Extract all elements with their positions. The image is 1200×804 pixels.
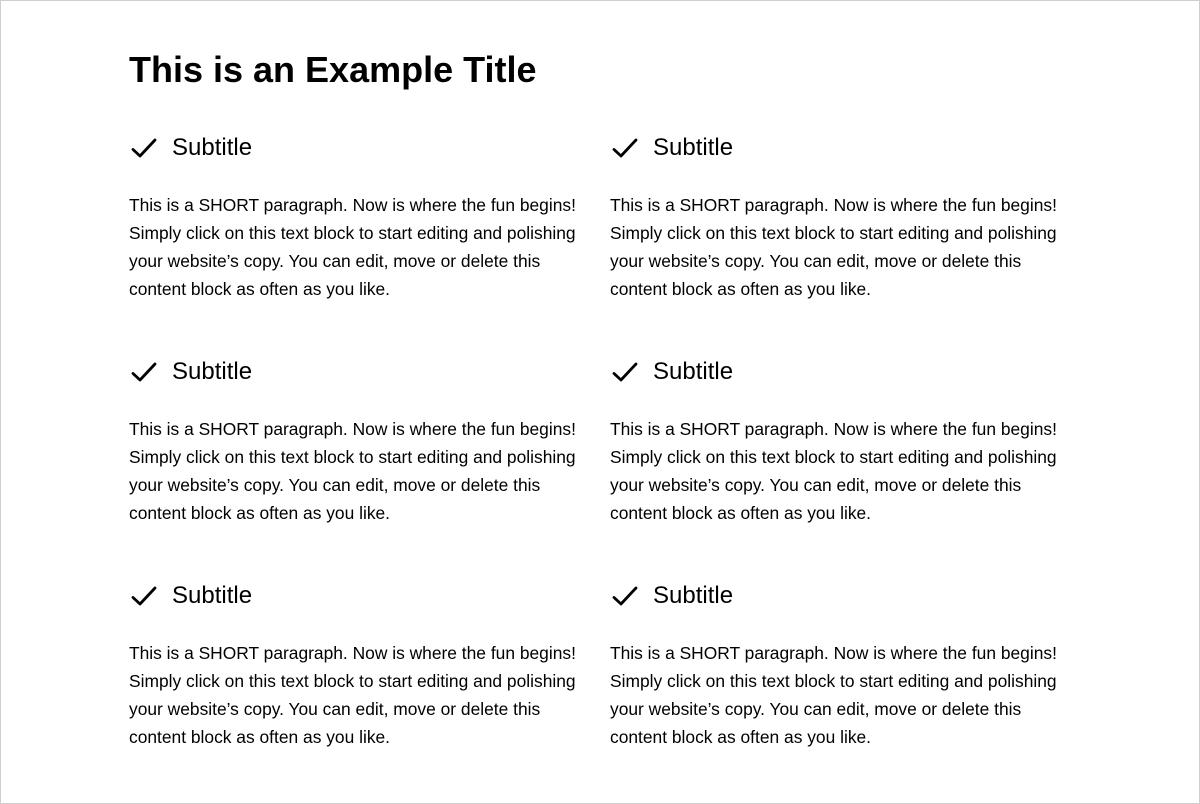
feature-item [610,576,1069,751]
check-icon [612,585,638,607]
feature-subtitle: Subtitle [172,134,253,161]
feature-subtitle: Subtitle [653,358,734,385]
feature-header [610,576,1069,616]
feature-paragraph: This is a SHORT paragraph. Now is where the fun begins! Simply click on this text block to start editing and polishing your website’s copy. You can edit, move or delete this content block as often as you like. [129,419,576,523]
feature-paragraph: This is a SHORT paragraph. Now is where the fun begins! Simply click on this text block to start editing and polishing your website’s copy. You can edit, move or delete this content block as often as you like. [610,643,1057,747]
feature-item [129,128,588,303]
feature-subtitle: Subtitle [653,134,734,161]
check-icon [612,137,638,159]
feature-subtitle: Subtitle [172,582,253,609]
feature-header [129,128,588,168]
feature-header [610,128,1069,168]
feature-paragraph: This is a SHORT paragraph. Now is where the fun begins! Simply click on this text block to start editing and polishing your website’s copy. You can edit, move or delete this content block as often as you like. [610,419,1057,523]
feature-subtitle: Subtitle [172,358,253,385]
check-icon [612,361,638,383]
page-title: This is an Example Title [129,49,537,90]
feature-header [129,352,588,392]
feature-header [129,576,588,616]
feature-header [610,352,1069,392]
feature-subtitle: Subtitle [653,582,734,609]
feature-item [610,128,1069,303]
feature-paragraph: This is a SHORT paragraph. Now is where the fun begins! Simply click on this text block to start editing and polishing your website’s copy. You can edit, move or delete this content block as often as you like. [129,643,576,747]
feature-item [129,352,588,527]
check-icon [131,585,157,607]
feature-item [610,352,1069,527]
check-icon [131,361,157,383]
feature-item [129,576,588,751]
feature-grid [129,128,1069,751]
check-icon [131,137,157,159]
feature-paragraph: This is a SHORT paragraph. Now is where the fun begins! Simply click on this text block to start editing and polishing your website’s copy. You can edit, move or delete this content block as often as you like. [129,195,576,299]
feature-paragraph: This is a SHORT paragraph. Now is where the fun begins! Simply click on this text block to start editing and polishing your website’s copy. You can edit, move or delete this content block as often as you like. [610,195,1057,299]
